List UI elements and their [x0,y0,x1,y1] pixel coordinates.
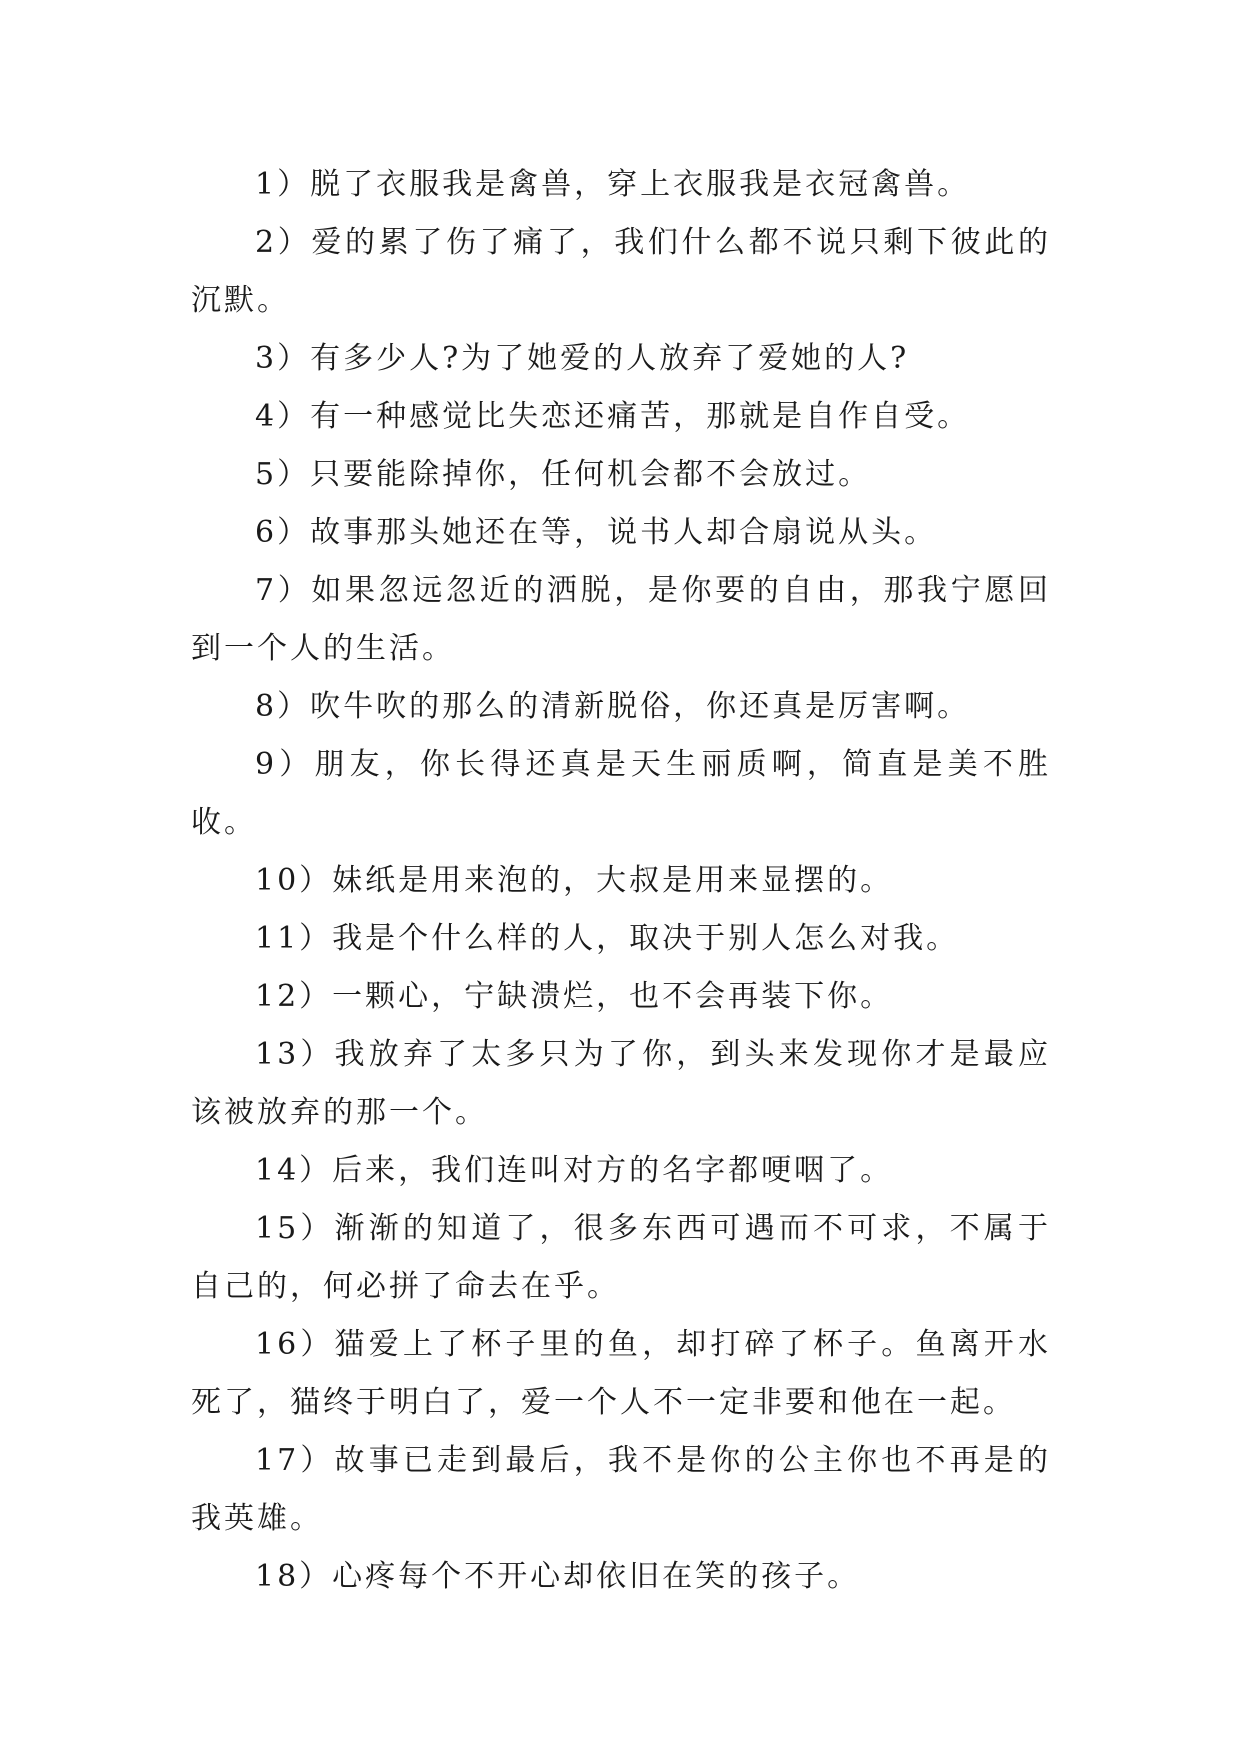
paragraph-10: 10）妹纸是用来泡的，大叔是用来显摆的。 [255,863,894,898]
paragraph-11: 11）我是个什么样的人，取决于别人怎么对我。 [255,921,960,956]
paragraph-3: 3）有多少人?为了她爱的人放弃了爱她的人? [255,341,910,376]
paragraph-4: 4）有一种感觉比失恋还痛苦，那就是自作自受。 [255,399,971,434]
paragraph-15: 15）渐渐的知道了，很多东西可遇而不可求，不属于自己的，何必拼了命去在乎。 [191,1211,1051,1304]
paragraph-12: 12）一颗心，宁缺溃烂，也不会再装下你。 [255,979,894,1014]
paragraph-5: 5）只要能除掉你，任何机会都不会放过。 [255,457,872,492]
paragraph-18: 18）心疼每个不开心却依旧在笑的孩子。 [255,1559,861,1594]
paragraph-13: 13）我放弃了太多只为了你，到头来发现你才是最应该被放弃的那一个。 [191,1037,1051,1130]
paragraph-17: 17）故事已走到最后，我不是你的公主你也不再是的我英雄。 [191,1443,1051,1536]
paragraph-1: 1）脱了衣服我是禽兽，穿上衣服我是衣冠禽兽。 [255,167,971,202]
paragraph-16: 16）猫爱上了杯子里的鱼，却打碎了杯子。鱼离开水死了，猫终于明白了，爱一个人不一定非要和他在一起。 [191,1327,1051,1420]
paragraph-6: 6）故事那头她还在等，说书人却合扇说从头。 [255,515,938,550]
document-body [191,156,1051,1606]
paragraph-8: 8）吹牛吹的那么的清新脱俗，你还真是厉害啊。 [255,689,971,724]
paragraph-14: 14）后来，我们连叫对方的名字都哽咽了。 [255,1153,894,1188]
paragraph-9: 9）朋友，你长得还真是天生丽质啊，简直是美不胜收。 [191,747,1051,840]
paragraph-2: 2）爱的累了伤了痛了，我们什么都不说只剩下彼此的沉默。 [191,225,1051,318]
paragraph-7: 7）如果忽远忽近的洒脱，是你要的自由，那我宁愿回到一个人的生活。 [191,573,1051,666]
